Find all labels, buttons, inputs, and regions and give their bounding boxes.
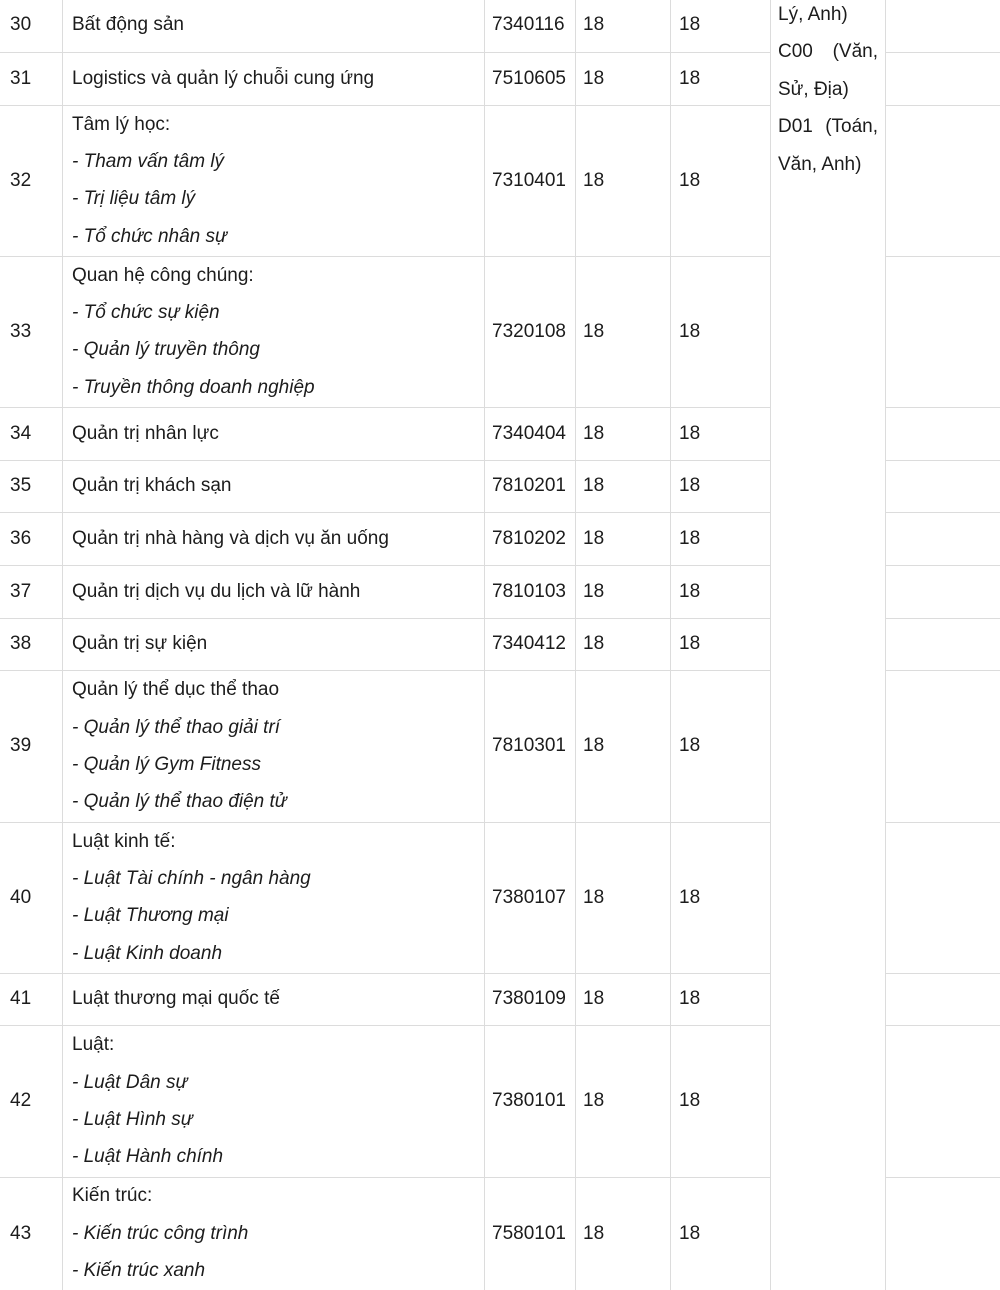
major-name: Quản trị dịch vụ du lịch và lữ hành <box>72 580 361 602</box>
specialization: - Quản lý thể thao giải trí <box>72 716 281 738</box>
row-number: 40 <box>10 886 32 908</box>
row-divider <box>885 973 1000 974</box>
row-divider <box>0 565 770 566</box>
major-name-cell <box>72 671 482 821</box>
score-value: 18 <box>679 527 701 549</box>
column-divider <box>484 0 485 1290</box>
row-number: 42 <box>10 1090 32 1112</box>
major-name: Luật kinh tế: <box>72 830 176 852</box>
score-value: 18 <box>679 886 701 908</box>
row-divider <box>885 407 1000 408</box>
row-divider <box>0 973 770 974</box>
score-value: 18 <box>583 1222 605 1244</box>
specialization: - Quản lý thể thao điện tử <box>72 791 287 813</box>
combination-line <box>778 33 878 70</box>
major-name: Quản trị khách sạn <box>72 475 232 497</box>
score-value: 18 <box>583 422 605 444</box>
score-value: 18 <box>583 1090 605 1112</box>
major-name-cell <box>72 625 482 662</box>
specialization: - Truyền thông doanh nghiệp <box>72 376 315 398</box>
major-name-cell <box>72 980 482 1017</box>
major-name-cell <box>72 1177 482 1289</box>
score-value: 18 <box>679 580 701 602</box>
column-divider <box>575 0 576 1290</box>
combination-text: Văn, Anh) <box>778 153 862 175</box>
row-number: 38 <box>10 633 32 655</box>
major-name-cell <box>72 573 482 610</box>
major-name: Quản trị nhân lực <box>72 422 219 444</box>
major-code: 7380107 <box>492 886 566 908</box>
score-value: 18 <box>583 67 605 89</box>
score-value: 18 <box>583 14 605 36</box>
combination-text: Lý, Anh) <box>778 4 848 25</box>
row-divider <box>0 407 770 408</box>
row-number: 36 <box>10 527 32 549</box>
major-name: Tâm lý học: <box>72 113 171 135</box>
major-code: 7510605 <box>492 67 566 89</box>
score-value: 18 <box>583 527 605 549</box>
major-name: Quan hệ công chúng: <box>72 264 254 286</box>
row-number: 39 <box>10 735 32 757</box>
major-code: 7340116 <box>492 14 565 36</box>
score-value: 18 <box>679 475 701 497</box>
row-number: 34 <box>10 422 32 444</box>
major-code: 7810103 <box>492 580 566 602</box>
score-value: 18 <box>679 1090 701 1112</box>
major-name-cell <box>72 60 482 97</box>
major-name: Quản lý thể dục thể thao <box>72 679 280 701</box>
row-number: 33 <box>10 320 32 342</box>
score-value: 18 <box>679 169 701 191</box>
row-divider <box>885 670 1000 671</box>
row-number: 31 <box>10 67 32 89</box>
specialization: - Tổ chức nhân sự <box>72 225 228 247</box>
combination-line <box>778 146 878 183</box>
score-value: 18 <box>679 422 701 444</box>
major-name: Quản trị sự kiện <box>72 633 208 655</box>
combination-text: (Toán, <box>825 116 878 138</box>
specialization: - Luật Hình sự <box>72 1108 193 1130</box>
major-name-cell <box>72 415 482 452</box>
score-value: 18 <box>583 735 605 757</box>
major-code: 7810301 <box>492 735 566 757</box>
subject-combinations <box>778 0 878 183</box>
major-name: Quản trị nhà hàng và dịch vụ ăn uống <box>72 527 389 549</box>
combination-text: D01 <box>778 116 813 138</box>
score-value: 18 <box>583 580 605 602</box>
column-divider <box>770 0 771 1290</box>
row-divider <box>885 1025 1000 1026</box>
score-value: 18 <box>679 735 701 757</box>
row-divider <box>885 1177 1000 1178</box>
row-divider <box>885 52 1000 53</box>
column-divider <box>885 0 886 1290</box>
major-code: 7340412 <box>492 633 566 655</box>
score-value: 18 <box>679 988 701 1010</box>
row-number: 43 <box>10 1222 32 1244</box>
specialization: - Luật Thương mại <box>72 905 229 927</box>
row-divider <box>0 618 770 619</box>
column-divider <box>670 0 671 1290</box>
major-code: 7340404 <box>492 422 566 444</box>
major-name-cell <box>72 6 482 43</box>
specialization: - Luật Hành chính <box>72 1146 224 1168</box>
combination-line <box>778 108 878 145</box>
row-divider <box>885 105 1000 106</box>
combination-line <box>778 0 878 33</box>
major-name-cell <box>72 520 482 557</box>
major-name-cell <box>72 106 482 256</box>
row-number: 35 <box>10 475 32 497</box>
specialization: - Kiến trúc xanh <box>72 1260 206 1282</box>
major-name: Logistics và quản lý chuỗi cung ứng <box>72 67 375 89</box>
row-divider <box>885 256 1000 257</box>
major-code: 7810201 <box>492 475 566 497</box>
specialization: - Tổ chức sự kiện <box>72 302 220 324</box>
score-value: 18 <box>679 67 701 89</box>
specialization: - Trị liệu tâm lý <box>72 188 196 210</box>
major-name: Luật thương mại quốc tế <box>72 988 280 1010</box>
row-number: 32 <box>10 169 32 191</box>
major-code: 7810202 <box>492 527 566 549</box>
specialization: - Tham vấn tâm lý <box>72 151 225 173</box>
combination-text: C00 <box>778 41 813 63</box>
specialization: - Kiến trúc công trình <box>72 1222 249 1244</box>
score-value: 18 <box>679 633 701 655</box>
major-name-cell <box>72 823 482 973</box>
specialization: - Luật Tài chính - ngân hàng <box>72 868 311 890</box>
row-number: 37 <box>10 580 32 602</box>
major-code: 7580101 <box>492 1222 566 1244</box>
major-code: 7380109 <box>492 988 566 1010</box>
row-divider <box>885 565 1000 566</box>
major-name: Kiến trúc: <box>72 1185 153 1207</box>
row-divider <box>885 618 1000 619</box>
row-divider <box>885 460 1000 461</box>
combination-text: Sử, Địa) <box>778 78 849 100</box>
major-name: Luật: <box>72 1034 115 1056</box>
row-divider <box>0 512 770 513</box>
row-number: 41 <box>10 988 32 1010</box>
column-divider <box>62 0 63 1290</box>
score-value: 18 <box>583 633 605 655</box>
major-code: 7380101 <box>492 1090 566 1112</box>
row-divider <box>0 460 770 461</box>
specialization: - Quản lý Gym Fitness <box>72 753 261 775</box>
major-code: 7320108 <box>492 320 566 342</box>
major-code: 7310401 <box>492 169 566 191</box>
major-name-cell <box>72 467 482 504</box>
major-name-cell <box>72 257 482 407</box>
major-name: Bất động sản <box>72 14 184 36</box>
row-divider <box>885 512 1000 513</box>
score-value: 18 <box>679 1222 701 1244</box>
specialization: - Luật Dân sự <box>72 1071 188 1093</box>
score-value: 18 <box>679 14 701 36</box>
row-divider <box>885 822 1000 823</box>
score-value: 18 <box>583 886 605 908</box>
row-divider <box>0 52 770 53</box>
combination-text: (Văn, <box>832 41 878 63</box>
score-value: 18 <box>583 988 605 1010</box>
row-number: 30 <box>10 14 32 36</box>
combination-line <box>778 71 878 108</box>
score-value: 18 <box>583 169 605 191</box>
score-value: 18 <box>583 320 605 342</box>
specialization: - Luật Kinh doanh <box>72 942 223 964</box>
specialization: - Quản lý truyền thông <box>72 339 260 361</box>
major-name-cell <box>72 1026 482 1176</box>
score-value: 18 <box>583 475 605 497</box>
score-value: 18 <box>679 320 701 342</box>
